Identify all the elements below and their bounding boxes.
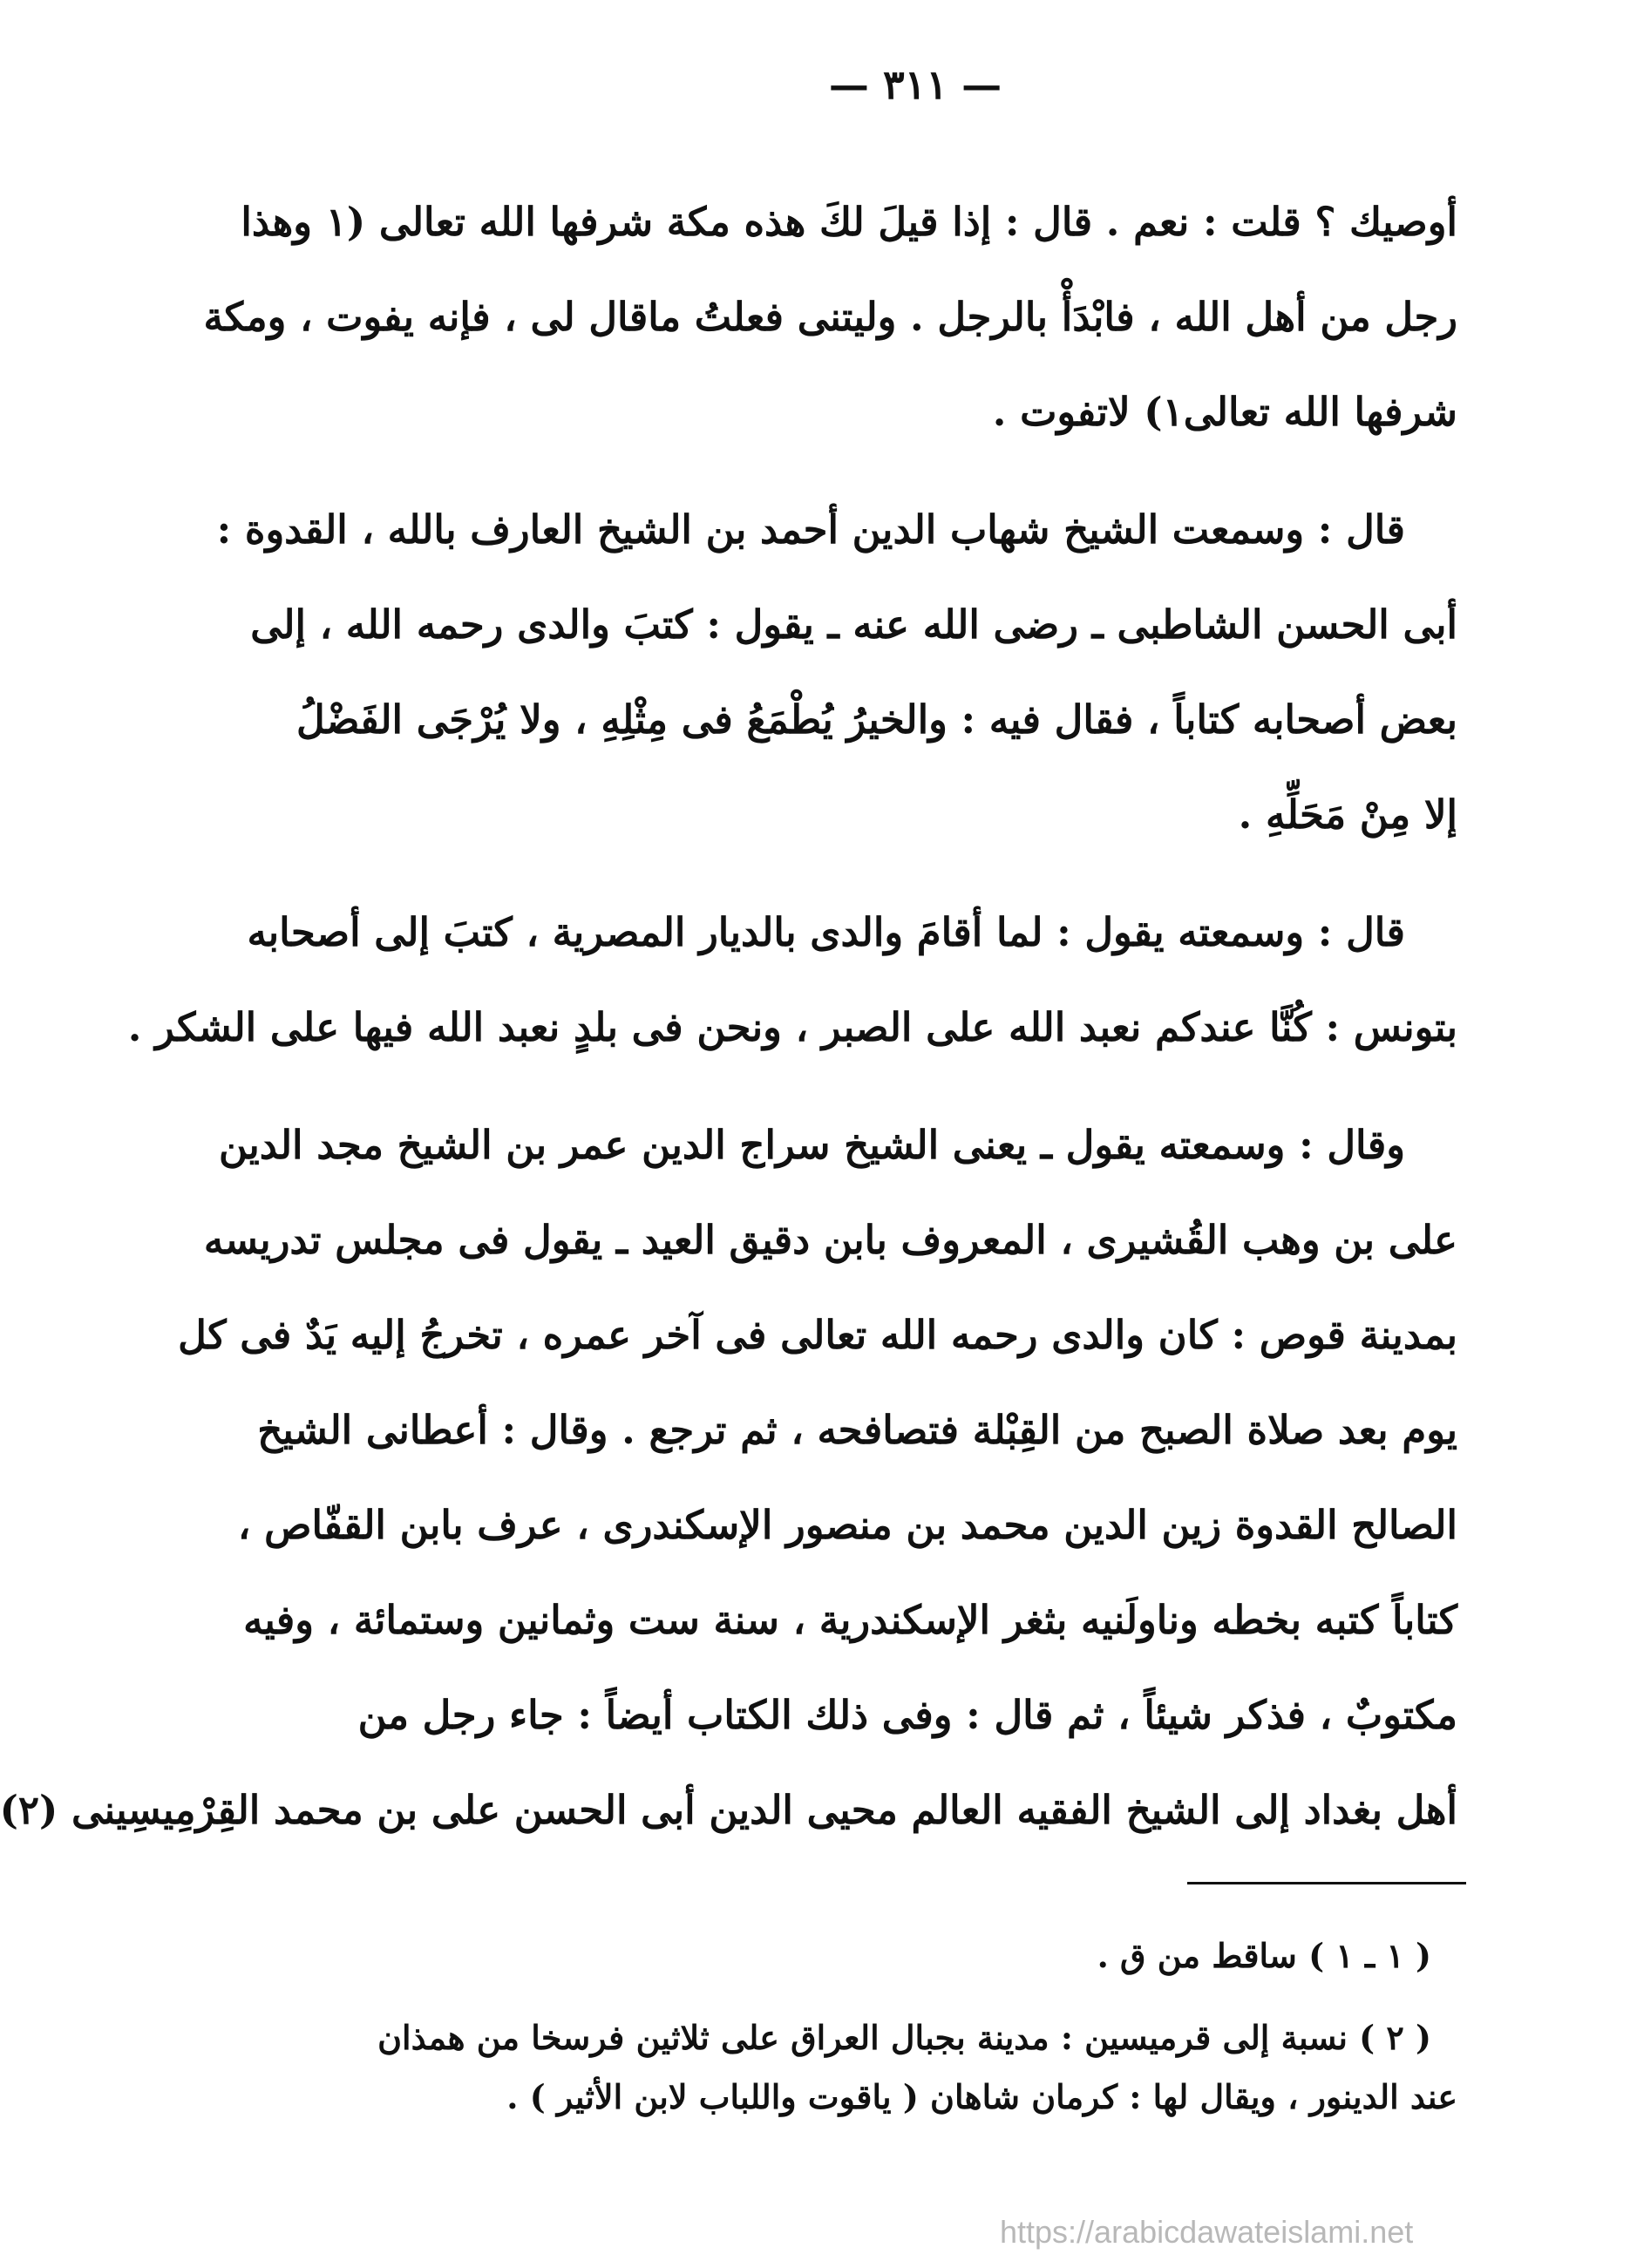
paragraph: [203, 174, 1457, 459]
paragraph: [216, 482, 1457, 862]
text-line: أهل بغداد إلى الشيخ الفقيه العالم محيى الدين أبى الحسن على بن محمد القِرْمِيسِينى (٢): [0, 1787, 1457, 1833]
footnote: [390, 1926, 1457, 1986]
text-line: وقال : وسمعته يقول ـ يعنى الشيخ سراج الدين عمر بن الشيخ مجد الدين: [218, 1122, 1405, 1168]
text-line: قال : وسمعته يقول : لما أقامَ والدى بالديار المصرية ، كتبَ إلى أصحابه: [247, 909, 1405, 955]
text-line: أبى الحسن الشاطبى ـ رضى الله عنه ـ يقول : كتبَ والدى رحمه الله ، إلى: [250, 601, 1457, 648]
text-line: كتاباً كتبه بخطه وناولَنيه بثغر الإسكندرية ، سنة ست وثمانين وستمائة ، وفيه: [243, 1597, 1457, 1643]
paragraph: [127, 885, 1457, 1075]
watermark-url: https://arabicdawateislami.net: [1000, 2214, 1414, 2250]
text-line: بعض أصحابه كتاباً ، فقال فيه : والخيرُ يُطْمَعُ فى مِثْلِهِ ، ولا يُرْجَى الفَضْلُ: [295, 696, 1457, 743]
main-text: [0, 174, 1457, 1857]
footnote-line: عند الدينور ، ويقال لها : كرمان شاهان ( ياقوت واللباب لابن الأثير ) .: [506, 2077, 1457, 2116]
text-line: قال : وسمعت الشيخ شهاب الدين أحمد بن الشيخ العارف بالله ، القدوة :: [216, 506, 1405, 553]
footnotes: [377, 1926, 1457, 2127]
text-line: على بن وهب القُشيرى ، المعروف بابن دقيق العيد ـ يقول فى مجلس تدريسه: [203, 1217, 1457, 1263]
footnote-divider: [1187, 1882, 1466, 1884]
text-line: أوصيك ؟ قلت : نعم . قال : إذا قيلَ لكَ هذه مكة شرفها الله تعالى (١ وهذا: [241, 199, 1457, 245]
text-line: رجل من أهل الله ، فابْدَأْ بالرجل . وليتنى فعلتُ ماقال لى ، فإنه يفوت ، ومكة: [203, 294, 1457, 340]
text-line: يوم بعد صلاة الصبح من القِبْلة فتصافحه ، ثم ترجع . وقال : أعطانى الشيخ: [257, 1407, 1457, 1453]
text-line: مكتوبٌ ، فذكر شيئاً ، ثم قال : وفى ذلك الكتاب أيضاً : جاء رجل من: [357, 1692, 1457, 1738]
page-number: — ٣١١ —: [828, 61, 1002, 108]
text-line: الصالح القدوة زين الدين محمد بن منصور الإسكندرى ، عرف بابن القفّاص ،: [237, 1502, 1457, 1548]
paragraph: [0, 1097, 1457, 1857]
text-line: بتونس : كُنَّا عندكم نعبد الله على الصبر ، ونحن فى بلدٍ نعبد الله فيها على الشكر .: [127, 1004, 1457, 1050]
footnote-line: ( ١ ـ ١ ) ساقط من ق .: [1097, 1936, 1431, 1975]
text-line: إلا مِنْ مَحَلِّهِ .: [1238, 791, 1457, 838]
footnote-line: ( ٢ ) نسبة إلى قرميسين : مدينة بجبال العراق على ثلاثين فرسخا من همذان: [377, 2018, 1431, 2057]
text-line: بمدينة قوص : كان والدى رحمه الله تعالى فى آخر عمره ، تخرجُ إليه يَدٌ فى كل: [178, 1312, 1457, 1358]
footnote: [377, 2008, 1457, 2127]
text-line: شرفها الله تعالى١) لاتفوت .: [992, 389, 1457, 435]
